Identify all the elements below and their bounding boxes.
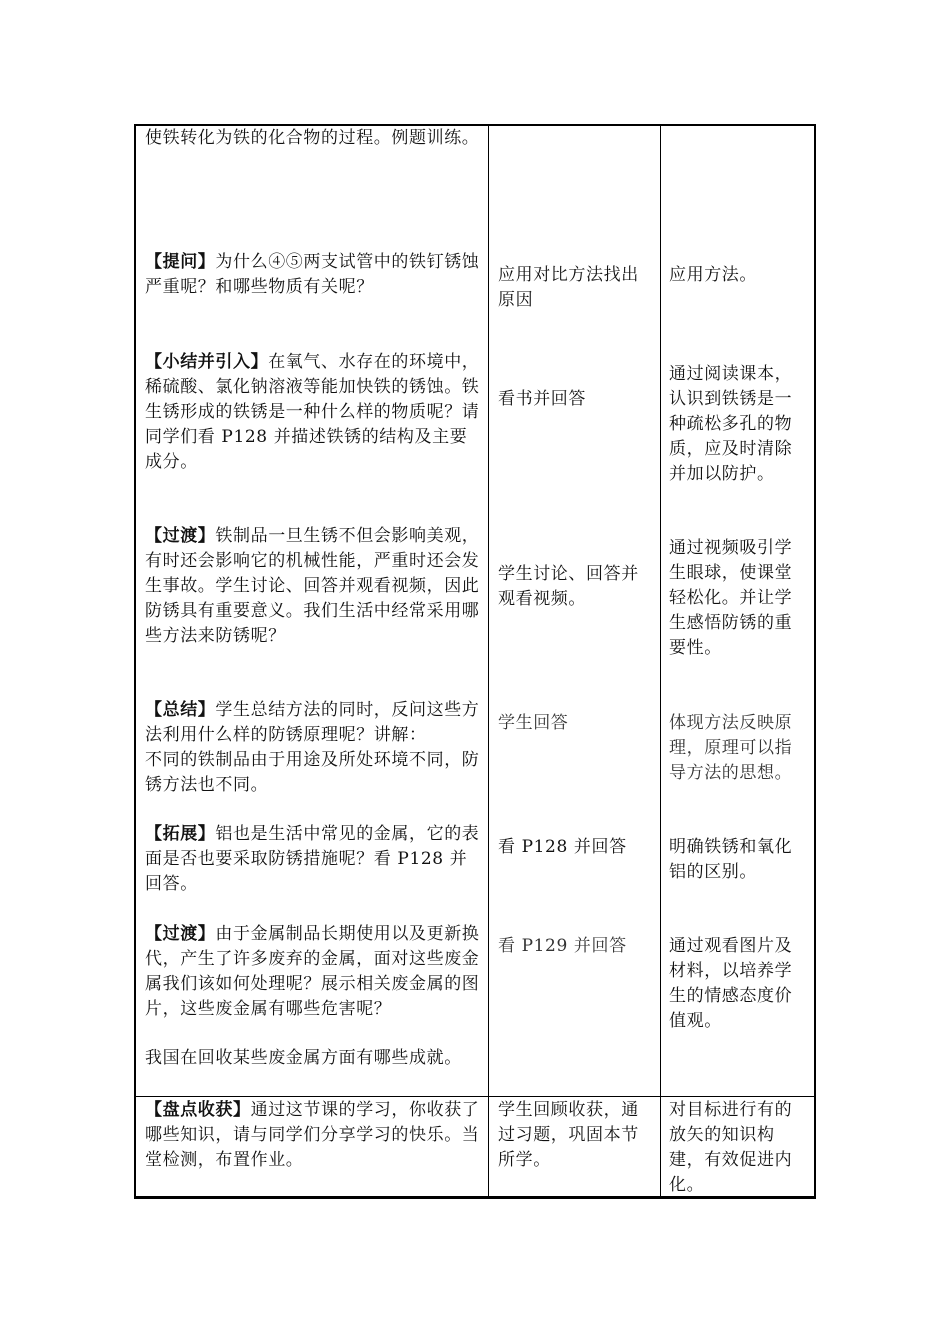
section-tag: 【盘点收获】 bbox=[145, 1100, 251, 1120]
design-intent-row-5: 明确铁锈和氧化铝的区别。 bbox=[669, 837, 793, 882]
teacher-activity-row-2 bbox=[145, 350, 483, 475]
student-activity-row-2: 看书并回答 bbox=[498, 389, 586, 409]
teacher-text: 通过这节课的学习，你收获了哪些知识，请与同学们分享学习的快乐。当堂检测，布置作业。 bbox=[145, 1100, 480, 1170]
teacher-activity-row-6-continued: 我国在回收某些废金属方面有哪些成就。 bbox=[145, 1048, 462, 1068]
section-tag: 【小结并引入】 bbox=[145, 352, 269, 372]
teacher-text: 为什么④⑤两支试管中的铁钉锈蚀严重呢？和哪些物质有关呢？ bbox=[145, 252, 480, 297]
teacher-text: 使铁转化为铁的化合物的过程。例题训练。 bbox=[145, 128, 480, 148]
section-tag: 【提问】 bbox=[145, 252, 216, 272]
row-divider bbox=[134, 1096, 816, 1097]
student-activity-row-1: 应用对比方法找出原因 bbox=[498, 265, 639, 310]
design-intent-row-3: 通过视频吸引学生眼球，使课堂轻松化。并让学生感悟防锈的重要性。 bbox=[669, 538, 793, 658]
column-divider-2 bbox=[660, 124, 661, 1199]
teacher-activity-row-6 bbox=[145, 922, 483, 1022]
teacher-activity-row-1 bbox=[145, 250, 483, 300]
design-intent-row-1: 应用方法。 bbox=[669, 265, 757, 285]
teacher-activity-row-3 bbox=[145, 524, 483, 649]
teacher-text: 铝也是生活中常见的金属，它的表面是否也要采取防锈措施呢？看 P128 并回答。 bbox=[145, 824, 480, 894]
design-intent-row-2: 通过阅读课本，认识到铁锈是一种疏松多孔的物质，应及时清除并加以防护。 bbox=[669, 364, 793, 484]
section-tag: 【过渡】 bbox=[145, 924, 216, 944]
student-activity-row-7: 学生回顾收获，通过习题，巩固本节所学。 bbox=[498, 1100, 639, 1170]
teacher-text: 铁制品一旦生锈不但会影响美观，有时还会影响它的机械性能，严重时还会发生事故。学生讨论、回答并观看视频，因此防锈具有重要意义。我们生活中经常采用哪些方法来防锈呢？ bbox=[145, 526, 480, 646]
teacher-text: 在氧气、水存在的环境中，稀硫酸、氯化钠溶液等能加快铁的锈蚀。铁生锈形成的铁锈是一种什么样的物质呢？请同学们看 P128 并描述铁锈的结构及主要成分。 bbox=[145, 352, 480, 472]
design-intent-row-6: 通过观看图片及材料，以培养学生的情感态度价值观。 bbox=[669, 936, 793, 1031]
design-intent-row-4: 体现方法反映原理，原理可以指导方法的思想。 bbox=[669, 713, 793, 783]
teacher-activity-row-7 bbox=[145, 1098, 483, 1173]
teacher-activity-row-0 bbox=[145, 126, 483, 151]
column-divider-1 bbox=[488, 124, 489, 1199]
teacher-activity-row-5 bbox=[145, 822, 483, 897]
teacher-text: 由于金属制品长期使用以及更新换代，产生了许多废弃的金属，面对这些废金属我们该如何处理呢？展示相关废金属的图片，这些废金属有哪些危害呢？ bbox=[145, 924, 480, 1019]
section-tag: 【过渡】 bbox=[145, 526, 216, 546]
student-activity-row-4: 学生回答 bbox=[498, 713, 569, 733]
section-tag: 【拓展】 bbox=[145, 824, 216, 844]
section-tag: 【总结】 bbox=[145, 700, 216, 720]
teacher-activity-row-4-continued: 不同的铁制品由于用途及所处环境不同，防锈方法也不同。 bbox=[145, 750, 480, 795]
teacher-activity-row-4 bbox=[145, 698, 483, 748]
teacher-text: 学生总结方法的同时，反问这些方法利用什么样的防锈原理呢？讲解： bbox=[145, 700, 480, 745]
student-activity-row-3: 学生讨论、回答并观看视频。 bbox=[498, 564, 639, 609]
student-activity-row-5: 看 P128 并回答 bbox=[498, 837, 627, 857]
student-activity-row-6: 看 P129 并回答 bbox=[498, 936, 627, 956]
design-intent-row-7: 对目标进行有的放矢的知识构建，有效促进内化。 bbox=[669, 1100, 793, 1195]
